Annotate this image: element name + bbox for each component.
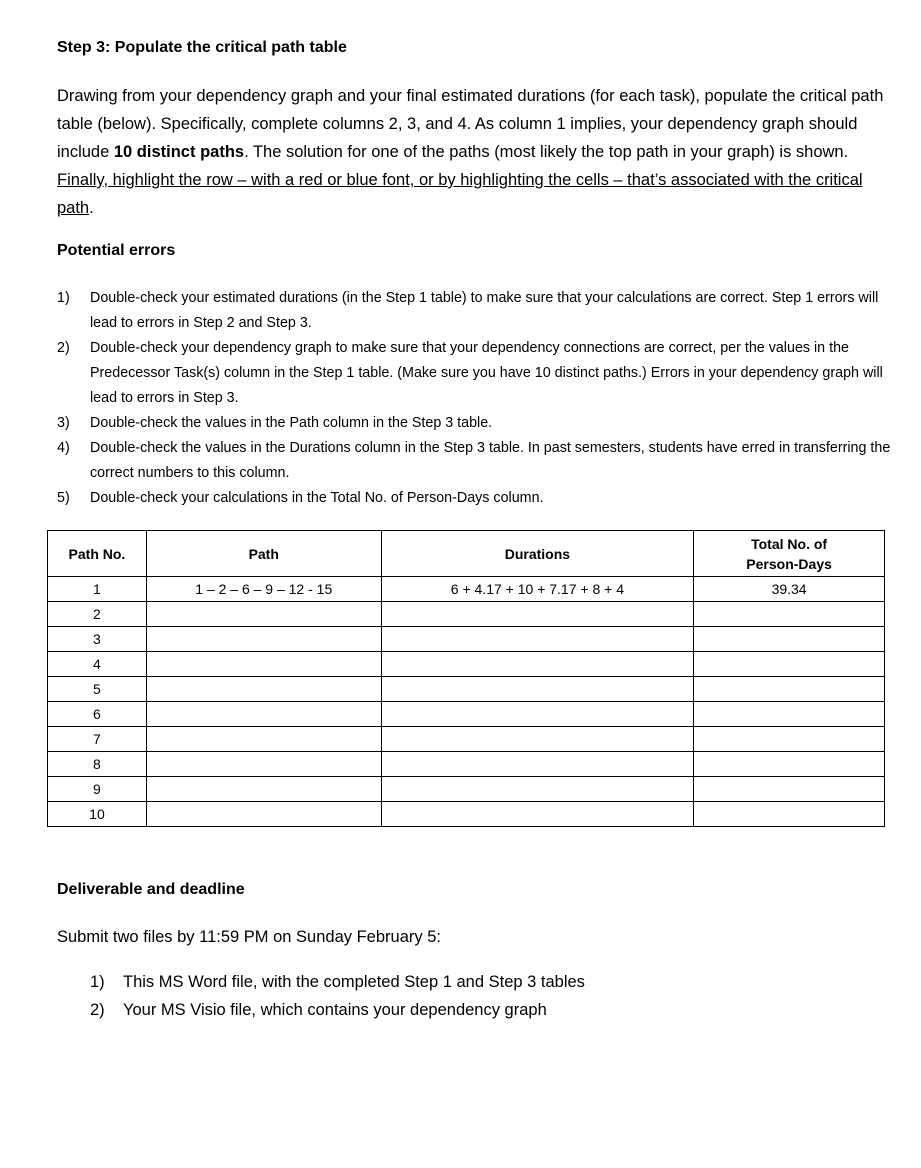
cell-durations[interactable]	[381, 702, 694, 727]
list-item	[90, 968, 585, 996]
cell-path-no: 9	[48, 777, 147, 802]
cell-total[interactable]	[694, 777, 885, 802]
list-number: 4)	[57, 440, 70, 456]
cell-path[interactable]	[146, 652, 381, 677]
cell-durations[interactable]	[381, 752, 694, 777]
list-number: 2)	[57, 340, 70, 356]
cell-path-no: 3	[48, 627, 147, 652]
list-item	[57, 486, 907, 511]
intro-text-2: . The solution for one of the paths (most likely the top path in your graph) is shown.	[244, 143, 849, 161]
table-row	[48, 777, 885, 802]
cell-durations[interactable]	[381, 677, 694, 702]
cell-durations[interactable]: 6 + 4.17 + 10 + 7.17 + 8 + 4	[381, 577, 694, 602]
table-row	[48, 602, 885, 627]
cell-path-no: 8	[48, 752, 147, 777]
potential-errors-heading: Potential errors	[57, 242, 176, 259]
cell-path[interactable]	[146, 727, 381, 752]
cell-total[interactable]	[694, 627, 885, 652]
cell-path-no: 2	[48, 602, 147, 627]
deliverable-instructions: Submit two files by 11:59 PM on Sunday February 5:	[57, 928, 441, 946]
cell-total[interactable]	[694, 802, 885, 827]
intro-text-end: .	[89, 199, 94, 217]
cell-path[interactable]: 1 – 2 – 6 – 9 – 12 - 15	[146, 577, 381, 602]
header-total-line1: Total No. of	[751, 535, 828, 552]
list-item	[57, 286, 907, 336]
cell-path[interactable]	[146, 777, 381, 802]
cell-durations[interactable]	[381, 602, 694, 627]
table-row	[48, 652, 885, 677]
cell-total[interactable]	[694, 702, 885, 727]
critical-path-table	[47, 530, 885, 827]
cell-path[interactable]	[146, 702, 381, 727]
list-text: Double-check the values in the Path column in the Step 3 table.	[90, 415, 493, 431]
cell-durations[interactable]	[381, 652, 694, 677]
cell-path-no: 4	[48, 652, 147, 677]
cell-durations[interactable]	[381, 727, 694, 752]
cell-total[interactable]	[694, 602, 885, 627]
cell-path-no: 1	[48, 577, 147, 602]
step3-instructions	[57, 82, 887, 222]
cell-path[interactable]	[146, 627, 381, 652]
table-row	[48, 677, 885, 702]
list-text: This MS Word file, with the completed Step 1 and Step 3 tables	[123, 973, 585, 991]
cell-total[interactable]	[694, 677, 885, 702]
header-total-line2: Person-Days	[746, 555, 832, 572]
intro-bold-paths: 10 distinct paths	[113, 143, 245, 161]
cell-total[interactable]	[694, 652, 885, 677]
list-number: 5)	[57, 490, 70, 506]
list-number: 1)	[57, 290, 70, 306]
list-number: 1)	[90, 973, 105, 991]
header-durations: Durations	[381, 531, 694, 577]
cell-total[interactable]	[694, 752, 885, 777]
cell-path-no: 10	[48, 802, 147, 827]
list-item	[57, 436, 907, 486]
list-number: 3)	[57, 415, 70, 431]
cell-path-no: 5	[48, 677, 147, 702]
intro-text-1: Drawing from your dependency graph and your final estimated durations (for each task), populate the critical path table (below). Specifically, complete columns 2, 3, and 4. As column 1 implies, your dependency graph should include	[57, 87, 884, 161]
table-row	[48, 752, 885, 777]
deliverable-heading: Deliverable and deadline	[57, 881, 245, 898]
table-row	[48, 627, 885, 652]
cell-path[interactable]	[146, 752, 381, 777]
cell-durations[interactable]	[381, 777, 694, 802]
list-item	[90, 996, 585, 1024]
table-row	[48, 577, 885, 602]
header-path-no: Path No.	[48, 531, 147, 577]
potential-errors-list	[57, 286, 907, 511]
cell-path-no: 6	[48, 702, 147, 727]
header-total-person-days	[694, 531, 885, 577]
list-text: Double-check your calculations in the Total No. of Person-Days column.	[90, 490, 544, 506]
table-row	[48, 727, 885, 752]
table-row	[48, 702, 885, 727]
list-text: Double-check your estimated durations (in the Step 1 table) to make sure that your calculations are correct. Step 1 errors will lead to errors in Step 2 and Step 3.	[90, 290, 879, 331]
cell-durations[interactable]	[381, 802, 694, 827]
table-header-row	[48, 531, 885, 577]
deliverable-list	[90, 968, 585, 1024]
cell-total[interactable]: 39.34	[694, 577, 885, 602]
cell-path-no: 7	[48, 727, 147, 752]
cell-total[interactable]	[694, 727, 885, 752]
header-path: Path	[146, 531, 381, 577]
cell-durations[interactable]	[381, 627, 694, 652]
list-text: Your MS Visio file, which contains your dependency graph	[123, 1001, 547, 1019]
step3-heading: Step 3: Populate the critical path table	[57, 39, 347, 56]
list-text: Double-check the values in the Durations column in the Step 3 table. In past semesters, students have erred in transferring the correct numbers to this column.	[90, 440, 891, 481]
list-item	[57, 336, 907, 411]
cell-path[interactable]	[146, 602, 381, 627]
table-row	[48, 802, 885, 827]
intro-underlined-highlight: Finally, highlight the row – with a red or blue font, or by highlighting the cells – that’s associated with the critical path	[57, 171, 863, 217]
cell-path[interactable]	[146, 677, 381, 702]
list-number: 2)	[90, 1001, 105, 1019]
cell-path[interactable]	[146, 802, 381, 827]
list-item	[57, 411, 907, 436]
list-text: Double-check your dependency graph to make sure that your dependency connections are correct, per the values in the Predecessor Task(s) column in the Step 1 table. (Make sure you have 10 distinct paths.) Errors in your dependency graph will lead to errors in Step 3.	[90, 340, 883, 406]
